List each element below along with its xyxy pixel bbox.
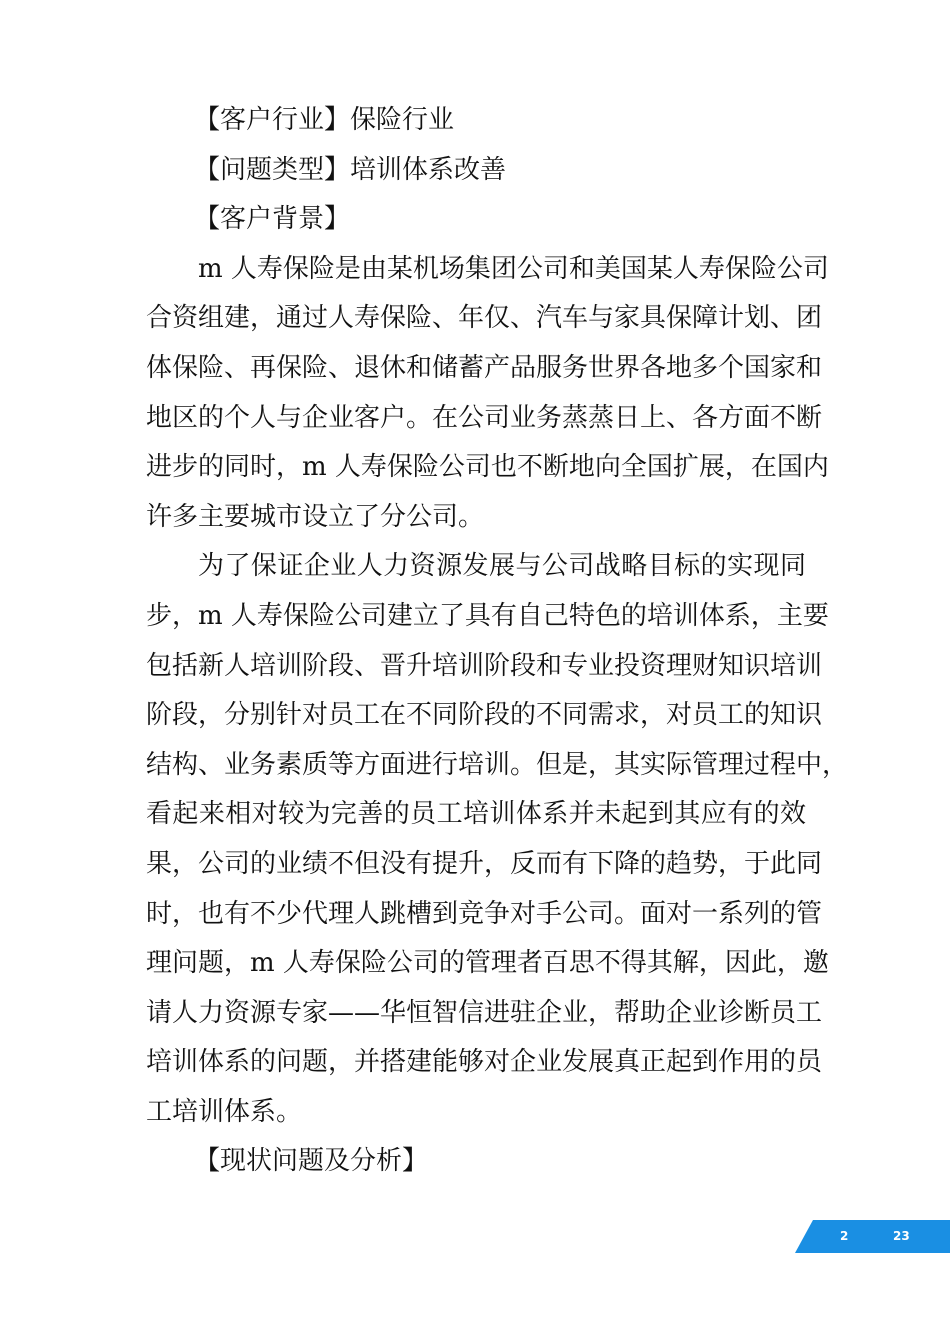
text-line: 合资组建，通过人寿保险、年仅、汽车与家具保障计划、团	[146, 303, 823, 334]
page-number-badge	[795, 1220, 950, 1253]
page-total: 23	[893, 1229, 910, 1243]
document-body	[146, 96, 849, 1187]
text-line: 阶段，分别针对员工在不同阶段的不同需求，对员工的知识	[146, 700, 823, 731]
heading-industry: 【客户行业】保险行业	[194, 105, 455, 135]
text-line: 包括新人培训阶段、晋升培训阶段和专业投资理财知识培训	[146, 650, 823, 681]
text-line: 时，也有不少代理人跳槽到竞争对手公司。面对一系列的管	[146, 898, 823, 929]
paragraph-background	[146, 245, 829, 543]
text-line: 为了保证企业人力资源发展与公司战略目标的实现同	[198, 551, 806, 582]
page-number: 2	[840, 1229, 849, 1243]
text-line: 果，公司的业绩不但没有提升，反而有下降的趋势，于此同	[146, 848, 823, 879]
badge-shape	[795, 1220, 950, 1253]
heading-analysis: 【现状问题及分析】	[194, 1146, 429, 1177]
text-line: 结构、业务素质等方面进行培训。但是，其实际管理过程中，	[146, 749, 849, 780]
text-line: 步，m 人寿保险公司建立了具有自己特色的培训体系，主要	[146, 600, 829, 631]
text-line: 许多主要城市设立了分公司。	[146, 501, 485, 532]
text-line: 培训体系的问题，并搭建能够对企业发展真正起到作用的员	[146, 1047, 823, 1078]
paragraph-training	[146, 542, 849, 1137]
text-line: m 人寿保险是由某机场集团公司和美国某人寿保险公司	[198, 253, 829, 284]
text-line: 地区的个人与企业客户。在公司业务蒸蒸日上、各方面不断	[146, 402, 823, 433]
heading-background: 【客户背景】	[194, 204, 351, 235]
text-line: 体保险、再保险、退休和储蓄产品服务世界各地多个国家和	[146, 352, 823, 383]
text-line: 工培训体系。	[146, 1096, 303, 1127]
text-line: 进步的同时，m 人寿保险公司也不断地向全国扩展，在国内	[146, 452, 829, 483]
text-line: 理问题，m 人寿保险公司的管理者百思不得其解，因此，邀	[146, 948, 829, 979]
heading-problem-type: 【问题类型】培训体系改善	[194, 154, 507, 185]
text-line: 看起来相对较为完善的员工培训体系并未起到其应有的效	[146, 799, 806, 830]
text-line: 请人力资源专家——华恒智信进驻企业，帮助企业诊断员工	[146, 997, 823, 1028]
